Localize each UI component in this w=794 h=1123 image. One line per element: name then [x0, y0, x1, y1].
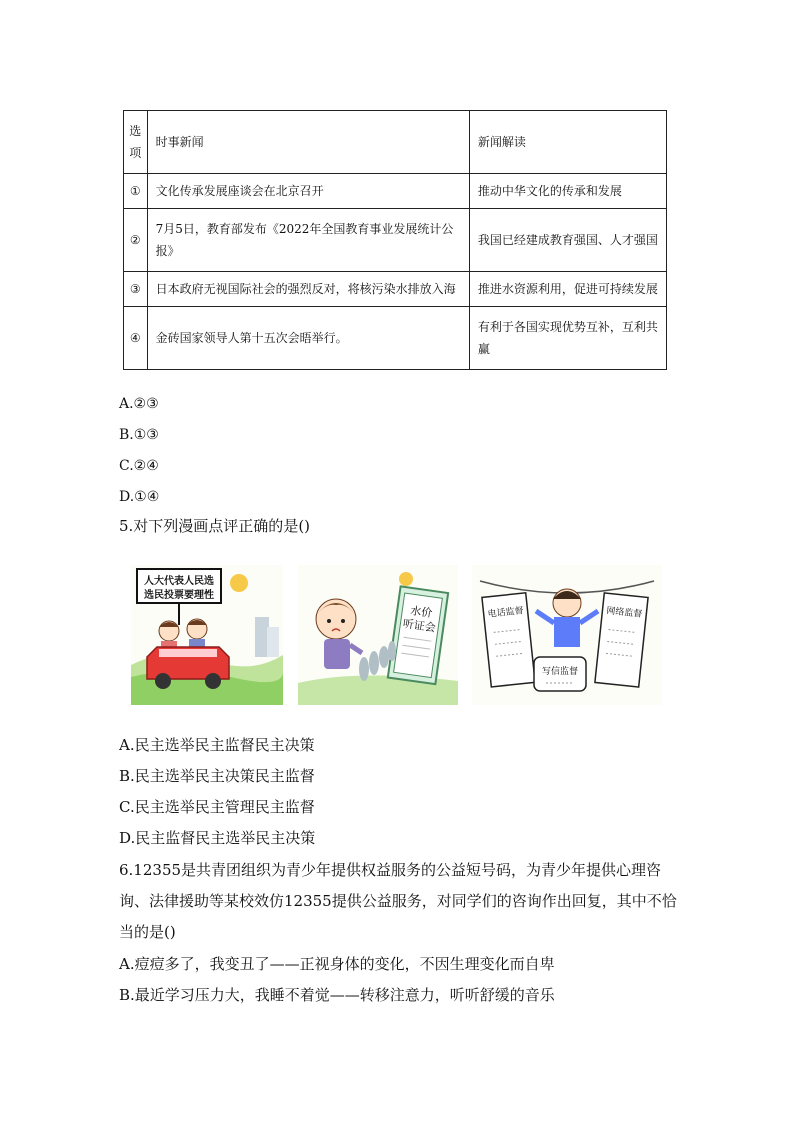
q4-option-a: A.②③: [119, 396, 159, 412]
q4-option-b: B.①③: [119, 427, 159, 443]
row-number: ①: [124, 174, 148, 209]
row-interpretation: 推进水资源利用，促进可持续发展: [469, 272, 666, 307]
q6-option-b: B.最近学习压力大，我睡不着觉——转移注意力，听听舒缓的音乐: [119, 986, 555, 1004]
row-news: 7月5日，教育部发布《2022年全国教育事业发展统计公报》: [147, 209, 469, 272]
cartoon1-sign-line2: 选民投票要理性: [144, 590, 214, 601]
row-interpretation: 我国已经建成教育强国、人才强国: [469, 209, 666, 272]
row-news: 文化传承发展座谈会在北京召开: [147, 174, 469, 209]
header-option: [124, 111, 148, 174]
header-news: 时事新闻: [147, 111, 469, 174]
row-interpretation: 有利于各国实现优势互补，互利共赢: [469, 307, 666, 370]
q5-option-d: D.民主监督民主选举民主决策: [119, 829, 316, 847]
cartoon1-sign-line1: 人大代表人民选: [144, 576, 214, 587]
q5-option-b: B.民主选举民主决策民主监督: [119, 767, 315, 785]
q5-option-a: A.民主选举民主监督民主决策: [119, 736, 315, 754]
table-row: [124, 272, 667, 307]
header-interpretation: 新闻解读: [469, 111, 666, 174]
table-row: [124, 307, 667, 370]
cartoon3-left: 电话监督: [487, 606, 525, 620]
cartoon3-bottom: 写信监督: [541, 667, 579, 677]
cartoon-supervision: [472, 565, 662, 705]
row-number: ②: [124, 209, 148, 272]
table-row: [124, 174, 667, 209]
q5-option-c: C.民主选举民主管理民主监督: [119, 798, 315, 816]
header-option-text: 选 项: [129, 124, 142, 160]
cartoon3-right: 网络监督: [605, 606, 643, 620]
q4-option-d: D.①④: [119, 489, 160, 505]
cartoon-election: [131, 565, 283, 705]
row-number: ④: [124, 307, 148, 370]
row-news: 金砖国家领导人第十五次会晤举行。: [147, 307, 469, 370]
table-row: [124, 209, 667, 272]
q6-stem: 6.12355是共青团组织为青少年提供权益服务的公益短号码，为青少年提供心理咨询、法律援助等某校效仿12355提供公益服务，对同学们的咨询作出回复，其中不恰当的是(): [119, 861, 677, 941]
table-header-row: [124, 111, 667, 174]
q6-option-a: A.痘痘多了，我变丑了——正视身体的变化，不因生理变化而自卑: [119, 955, 555, 973]
row-news: 日本政府无视国际社会的强烈反对，将核污染水排放入海: [147, 272, 469, 307]
row-number: ③: [124, 272, 148, 307]
cartoon2-sign-line2: 听证会: [402, 617, 437, 635]
cartoon-hearing: [298, 565, 458, 705]
q5-stem: 5.对下列漫画点评正确的是(): [119, 517, 311, 535]
q4-option-c: C.②④: [119, 458, 159, 474]
news-table: [123, 110, 667, 370]
cartoon2-sign-line1: 水价: [409, 604, 434, 620]
row-interpretation: 推动中华文化的传承和发展: [469, 174, 666, 209]
